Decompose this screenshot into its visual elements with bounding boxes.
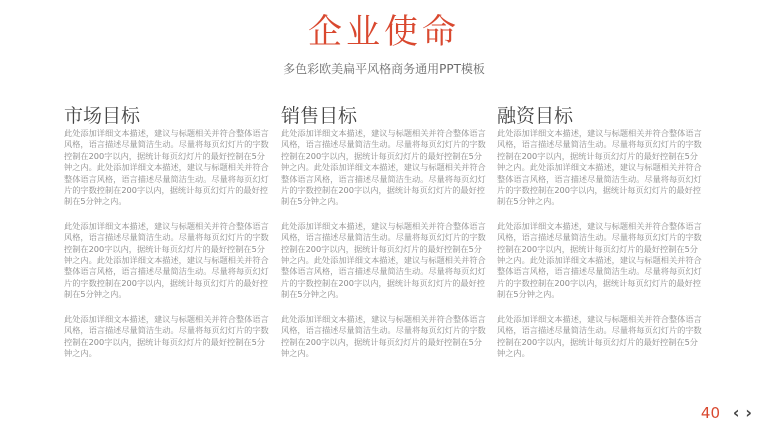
column-paragraph: 此处添加详细文本描述，建议与标题相关并符合整体语言风格，语言描述尽量简洁生动。尽量将每页幻灯片的字数控制在200字以内，据统计每页幻灯片的最好控制在5分钟之内。此处添加详细文本描述，建议与标题相关并符合整体语言风格，语言描述尽量简洁生动。尽量将每页幻灯片的字数控制在200字以内，据统计每页幻灯片的最好控制在5分钟之内。 <box>497 128 702 207</box>
slide-navigation <box>733 403 752 422</box>
column-paragraph: 此处添加详细文本描述，建议与标题相关并符合整体语言风格，语言描述尽量简洁生动。尽量将每页幻灯片的字数控制在200字以内，据统计每页幻灯片的最好控制在5分钟之内。此处添加详细文本描述，建议与标题相关并符合整体语言风格，语言描述尽量简洁生动。尽量将每页幻灯片的字数控制在200字以内，据统计每页幻灯片的最好控制在5分钟之内。 <box>64 220 269 300</box>
column-paragraph: 此处添加详细文本描述，建议与标题相关并符合整体语言风格，语言描述尽量简洁生动。尽量将每页幻灯片的字数控制在200字以内，据统计每页幻灯片的最好控制在5分钟之内。 <box>497 313 702 358</box>
column-paragraph: 此处添加详细文本描述，建议与标题相关并符合整体语言风格，语言描述尽量简洁生动。尽量将每页幻灯片的字数控制在200字以内，据统计每页幻灯片的最好控制在5分钟之内。此处添加详细文本描述，建议与标题相关并符合整体语言风格，语言描述尽量简洁生动。尽量将每页幻灯片的字数控制在200字以内，据统计每页幻灯片的最好控制在5分钟之内。 <box>64 128 269 207</box>
column-paragraph: 此处添加详细文本描述，建议与标题相关并符合整体语言风格，语言描述尽量简洁生动。尽量将每页幻灯片的字数控制在200字以内，据统计每页幻灯片的最好控制在5分钟之内。 <box>281 313 486 358</box>
chevron-right-icon[interactable]: › <box>745 403 752 422</box>
column-market-goal <box>64 104 272 372</box>
column-financing-goal <box>497 104 705 372</box>
column-sales-goal <box>281 104 489 372</box>
column-title: 销售目标 <box>281 105 358 127</box>
column-title: 融资目标 <box>497 105 574 127</box>
chevron-left-icon[interactable]: ‹ <box>732 403 740 422</box>
slide-title: 企业使命 <box>308 12 460 52</box>
column-paragraph: 此处添加详细文本描述，建议与标题相关并符合整体语言风格，语言描述尽量简洁生动。尽量将每页幻灯片的字数控制在200字以内，据统计每页幻灯片的最好控制在5分钟之内。此处添加详细文本描述，建议与标题相关并符合整体语言风格，语言描述尽量简洁生动。尽量将每页幻灯片的字数控制在200字以内，据统计每页幻灯片的最好控制在5分钟之内。 <box>281 220 486 300</box>
column-paragraph: 此处添加详细文本描述，建议与标题相关并符合整体语言风格，语言描述尽量简洁生动。尽量将每页幻灯片的字数控制在200字以内，据统计每页幻灯片的最好控制在5分钟之内。此处添加详细文本描述，建议与标题相关并符合整体语言风格，语言描述尽量简洁生动。尽量将每页幻灯片的字数控制在200字以内，据统计每页幻灯片的最好控制在5分钟之内。 <box>497 220 702 300</box>
column-paragraph: 此处添加详细文本描述，建议与标题相关并符合整体语言风格，语言描述尽量简洁生动。尽量将每页幻灯片的字数控制在200字以内，据统计每页幻灯片的最好控制在5分钟之内。 <box>64 313 269 358</box>
page-number: 40 <box>700 404 720 422</box>
column-title: 市场目标 <box>64 105 141 127</box>
slide-subtitle: 多色彩欧美扁平风格商务通用PPT模板 <box>283 62 485 76</box>
column-paragraph: 此处添加详细文本描述，建议与标题相关并符合整体语言风格，语言描述尽量简洁生动。尽量将每页幻灯片的字数控制在200字以内，据统计每页幻灯片的最好控制在5分钟之内。此处添加详细文本描述，建议与标题相关并符合整体语言风格，语言描述尽量简洁生动。尽量将每页幻灯片的字数控制在200字以内，据统计每页幻灯片的最好控制在5分钟之内。 <box>281 128 486 207</box>
